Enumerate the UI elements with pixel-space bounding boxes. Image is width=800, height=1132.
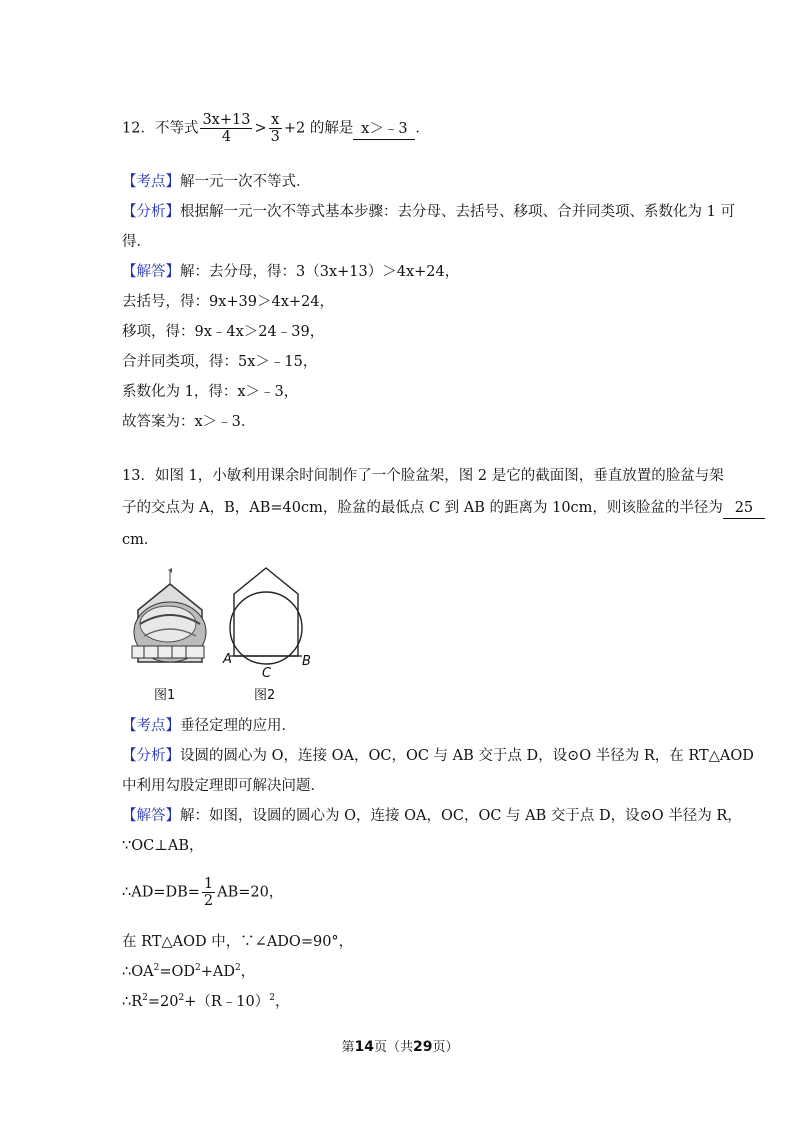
point-b-label: B [302,654,311,669]
q13-equation: $\therefore R^2=20^2+(R﹣10)^2$， [122,993,290,1010]
q13-stem-cont: 子的交点为 A，B，AB=40cm，脸盆的最低点 C 到 AB 的距离为 10cm，则该脸盆的半径为 25 [122,498,765,519]
q13-pythagoras: $\therefore OA^2=OD^2+AD^2$， [122,963,256,980]
q13-fenxi-cont: 中利用勾股定理即可解决问题． [122,778,325,794]
q12-kaodian: 【考点】解一元一次不等式． [122,174,311,190]
q13-fenxi: 【分析】设圆的圆心为 O，连接 OA，OC，OC 与 AB 交于点 D，设⊙O 半径为 R，在 RT△AOD [122,748,754,764]
q13-jieda: 【解答】解：如图，设圆的圆心为 O，连接 OA，OC，OC 与 AB 交于点 D，设⊙O 半径为 R， [122,808,742,824]
q12-step: 系数化为 1，得：x＞﹣3， [122,384,299,400]
q12-step: 故答案为：x＞﹣3． [122,414,256,430]
point-a-label: A [223,652,232,667]
q12-jieda: 【解答】解：去分母，得：3（3x+13）＞4x+24， [122,264,460,280]
answer-blank: 25 [723,498,765,519]
q13-rt: 在 RT△AOD 中，∵∠ADO=90°， [122,934,354,950]
figure-area [118,566,318,706]
q12-fenxi-cont: 得． [122,234,151,250]
q13-perp: ∵OC⊥AB， [122,838,204,854]
q12-stem: 12．不等式 $\frac{3x+13}{4}$ > $\frac{x}{3}$ +2 的解是 x＞﹣3 ． [122,112,430,145]
point-c-label: C [262,666,272,681]
figure-1-label: 图1 [154,688,176,703]
q12-step: 移项，得：9x﹣4x＞24﹣39， [122,324,325,340]
fraction: $\frac{3x+13}{4}$ [202,112,251,145]
answer-blank: x＞﹣3 [353,119,415,140]
q12-step: 去括号，得：9x+39＞4x+24， [122,294,335,310]
q12-fenxi: 【分析】根据解一元一次不等式基本步骤：去分母、去括号、移项、合并同类项、系数化为 1 可 [122,204,735,220]
figure-2-label: 图2 [254,688,276,703]
fraction: $\frac{x}{3}$ [270,112,280,145]
q12-step: 合并同类项，得：5x＞﹣15， [122,354,318,370]
q13-stem-end: cm． [122,532,159,548]
page-footer: 第14页（共29页） [341,1039,459,1055]
q13-ad: ∴AD=DB= $\frac{1}{2}$ AB=20， [122,876,284,909]
q13-kaodian: 【考点】垂径定理的应用． [122,718,296,734]
q13-stem: 13．如图 1，小敏利用课余时间制作了一个脸盆架，图 2 是它的截面图，垂直放置的脸盆与架 [122,468,724,484]
fraction: $\frac{1}{2}$ [203,876,214,909]
